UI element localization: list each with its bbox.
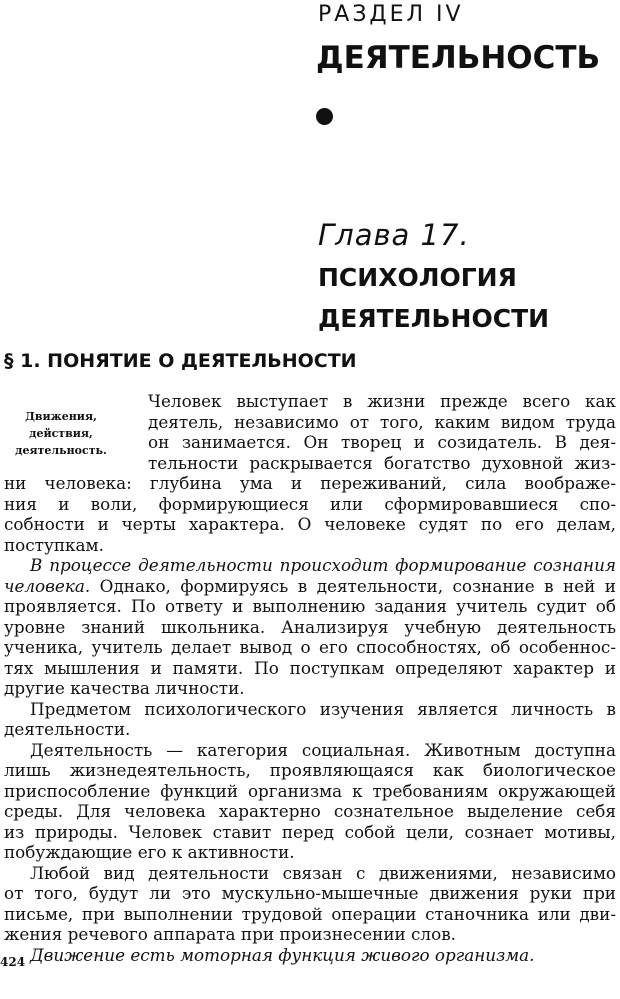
text-line: лишь жизнедеятельность, проявляющаяся как биологическое [4,760,616,780]
body-text [4,391,616,965]
text-line: жения речевого аппарата при произнесении слов. [4,924,456,944]
margin-note-line: деятельность. [15,444,107,457]
text-line: Человек выступает в жизни прежде всего как [148,391,616,411]
page-number: 424 [0,955,26,969]
text-line: деятель, независимо от того, каким видом труда [148,411,616,432]
margin-note-line: действия, [29,427,93,440]
text-line: уровне знаний школьника. Анализируя учебную деятельность [4,616,616,637]
part-title: ДЕЯТЕЛЬНОСТЬ [316,40,601,76]
text-line: тях мышления и памяти. По поступкам определяют характер и [4,657,616,678]
text-line: собности и черты характера. О человеке судят по его делам, [4,514,616,534]
chapter-heading [318,216,620,338]
text-line: деятельности. [4,719,131,739]
emphasis-word: человека. [4,575,91,596]
text-line: письме, при выполнении трудовой операции станочника или дви- [4,903,616,924]
text-run: Однако, формируясь в деятельности, сознание в ней и [90,575,616,596]
margin-note-line: Движения, [25,410,97,423]
chapter-title-line2: ДЕЯТЕЛЬНОСТИ [318,304,550,333]
text-line: Деятельность — категория социальная. Животным доступна [30,739,616,760]
text-line: приспособление функций организма к требованиям окружающей [4,780,616,801]
text-line: из природы. Человек ставит перед собой цели, сознает мотивы, [4,821,616,842]
text-line: побуждающие его к активности. [4,842,295,862]
text-line: Предметом психологического изучения является личность в [30,698,616,719]
text-line: от того, будут ли это мускульно-мышечные движения руки при [4,883,616,903]
text-line: он занимается. Он творец и созидатель. В дея- [148,432,616,452]
text-line: Любой вид деятельности связан с движениями, независимо [30,862,616,883]
chapter-title: ПСИХОЛОГИЯ [318,263,517,292]
text-line: тельности раскрывается богатство духовной жиз- [148,452,616,473]
text-line: ученика, учитель делает вывод о его способностях, об особеннос- [4,637,616,657]
text-line [4,576,616,597]
part-label: РАЗДЕЛ IV [318,2,464,27]
chapter-number: Глава 17. [318,218,470,252]
text-line: поступкам. [4,534,104,555]
text-line: проявляется. По ответу и выполнению задания учитель судит об [4,596,616,616]
text-line: ни человека: глубина ума и переживаний, сила воображе- [4,473,616,493]
bullet-mark [316,108,333,125]
text-line-emphasis: Движение есть моторная функция живого организма. [30,944,535,965]
text-line: ния и воли, формирующиеся или сформировавшиеся спо- [4,493,616,514]
section-heading: § 1. ПОНЯТИЕ О ДЕЯТЕЛЬНОСТИ [4,350,357,372]
text-line: среды. Для человека характерно сознательное выделение себя [4,801,616,821]
text-line-emphasis: В процессе деятельности происходит формирование сознания [30,555,616,575]
text-line: другие качества личности. [4,678,245,698]
